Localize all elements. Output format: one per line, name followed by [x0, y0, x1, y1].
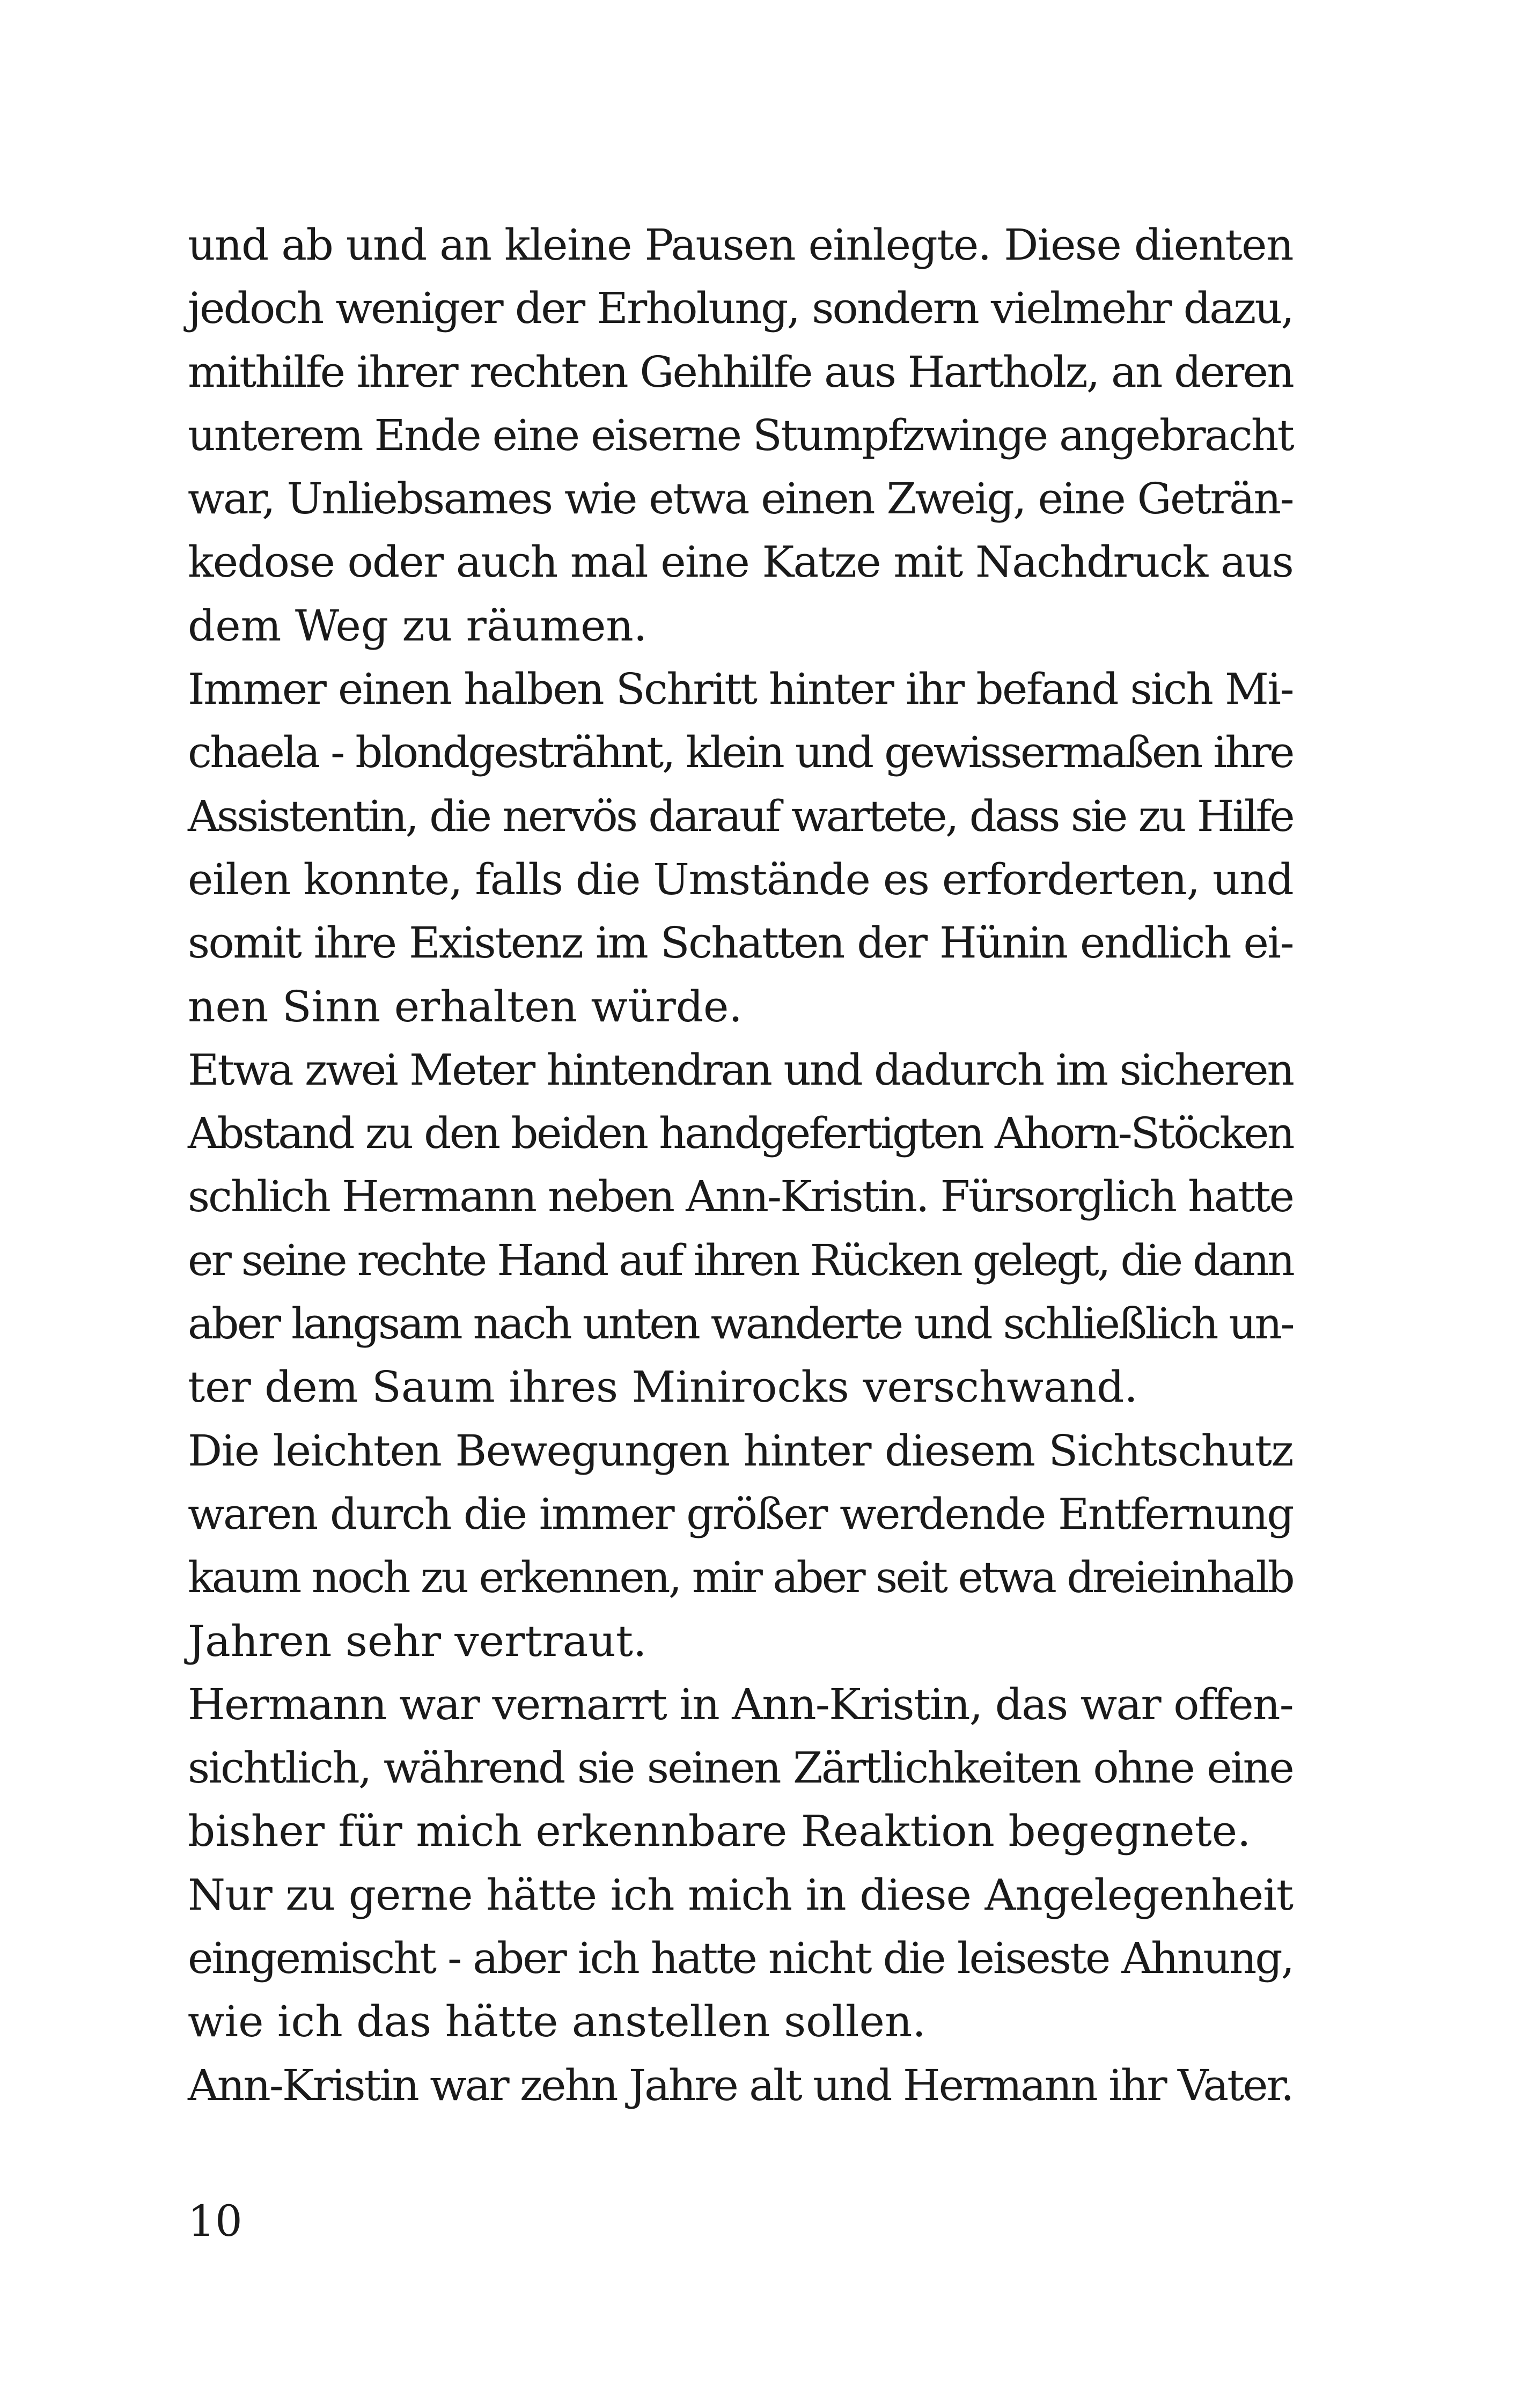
paragraph-5	[188, 1673, 1293, 1864]
text-line: jedoch weniger der Erholung, sondern vielmehr dazu,	[188, 283, 1293, 334]
text-line: Immer einen halben Schritt hinter ihr befand sich Mi-	[188, 664, 1293, 715]
paragraph-1	[188, 213, 1293, 658]
text-line: Nur zu gerne hätte ich mich in diese Angelegenheit	[188, 1869, 1293, 1920]
text-line: eingemischt - aber ich hatte nicht die leiseste Ahnung,	[188, 1933, 1293, 1984]
text-line: Abstand zu den beiden handgefertigten Ahorn-Stöcken	[188, 1108, 1293, 1159]
text-line: eilen konnte, falls die Umstände es erforderten, und	[188, 854, 1294, 904]
text-line: Jahren sehr vertraut.	[188, 1616, 647, 1666]
paragraph-3	[188, 1039, 1293, 1419]
text-line: aber langsam nach unten wanderte und schließlich un-	[188, 1299, 1293, 1349]
text-line: sichtlich, während sie seinen Zärtlichkeiten ohne eine	[188, 1743, 1293, 1793]
text-line: Ann-Kristin war zehn Jahre alt und Hermann ihr Vater.	[188, 2060, 1293, 2110]
text-line: bisher für mich erkennbare Reaktion begegnete.	[188, 1806, 1251, 1857]
text-line: waren durch die immer größer werdende Entfernung	[188, 1489, 1293, 1539]
text-line: Assistentin, die nervös darauf wartete, dass sie zu Hilfe	[188, 791, 1293, 841]
text-line: schlich Hermann neben Ann-Kristin. Fürsorglich hatte	[188, 1172, 1293, 1222]
text-line: wie ich das hätte anstellen sollen.	[188, 1997, 926, 2047]
page-number: 10	[188, 2196, 243, 2246]
paragraph-6	[188, 1864, 1293, 2054]
text-line: unterem Ende eine eiserne Stumpfzwinge angebracht	[188, 410, 1293, 460]
text-line: dem Weg zu räumen.	[188, 600, 648, 651]
text-line: Etwa zwei Meter hintendran und dadurch im sicheren	[188, 1044, 1293, 1095]
paragraph-2	[188, 658, 1293, 1039]
text-line: ter dem Saum ihres Minirocks verschwand.	[188, 1362, 1138, 1412]
paragraph-7	[188, 2054, 1293, 2117]
body-text	[188, 213, 1293, 2117]
text-line: somit ihre Existenz im Schatten der Hünin endlich ei-	[188, 918, 1293, 968]
text-line: Die leichten Bewegungen hinter diesem Sichtschutz	[188, 1425, 1293, 1476]
text-line: und ab und an kleine Pausen einlegte. Diese dienten	[188, 220, 1293, 270]
text-line: kedose oder auch mal eine Katze mit Nachdruck aus	[188, 537, 1293, 587]
text-line: Hermann war vernarrt in Ann-Kristin, das war offen-	[188, 1679, 1293, 1729]
text-line: mithilfe ihrer rechten Gehhilfe aus Hartholz, an deren	[188, 347, 1293, 397]
text-line: er seine rechte Hand auf ihren Rücken gelegt, die dann	[188, 1235, 1293, 1285]
text-line: chaela - blondgesträhnt, klein und gewissermaßen ihre	[188, 727, 1293, 778]
text-line: war, Unliebsames wie etwa einen Zweig, eine Geträn-	[188, 474, 1293, 524]
text-line: kaum noch zu erkennen, mir aber seit etwa dreieinhalb	[188, 1552, 1293, 1603]
text-line: nen Sinn erhalten würde.	[188, 981, 743, 1032]
paragraph-4	[188, 1419, 1293, 1673]
